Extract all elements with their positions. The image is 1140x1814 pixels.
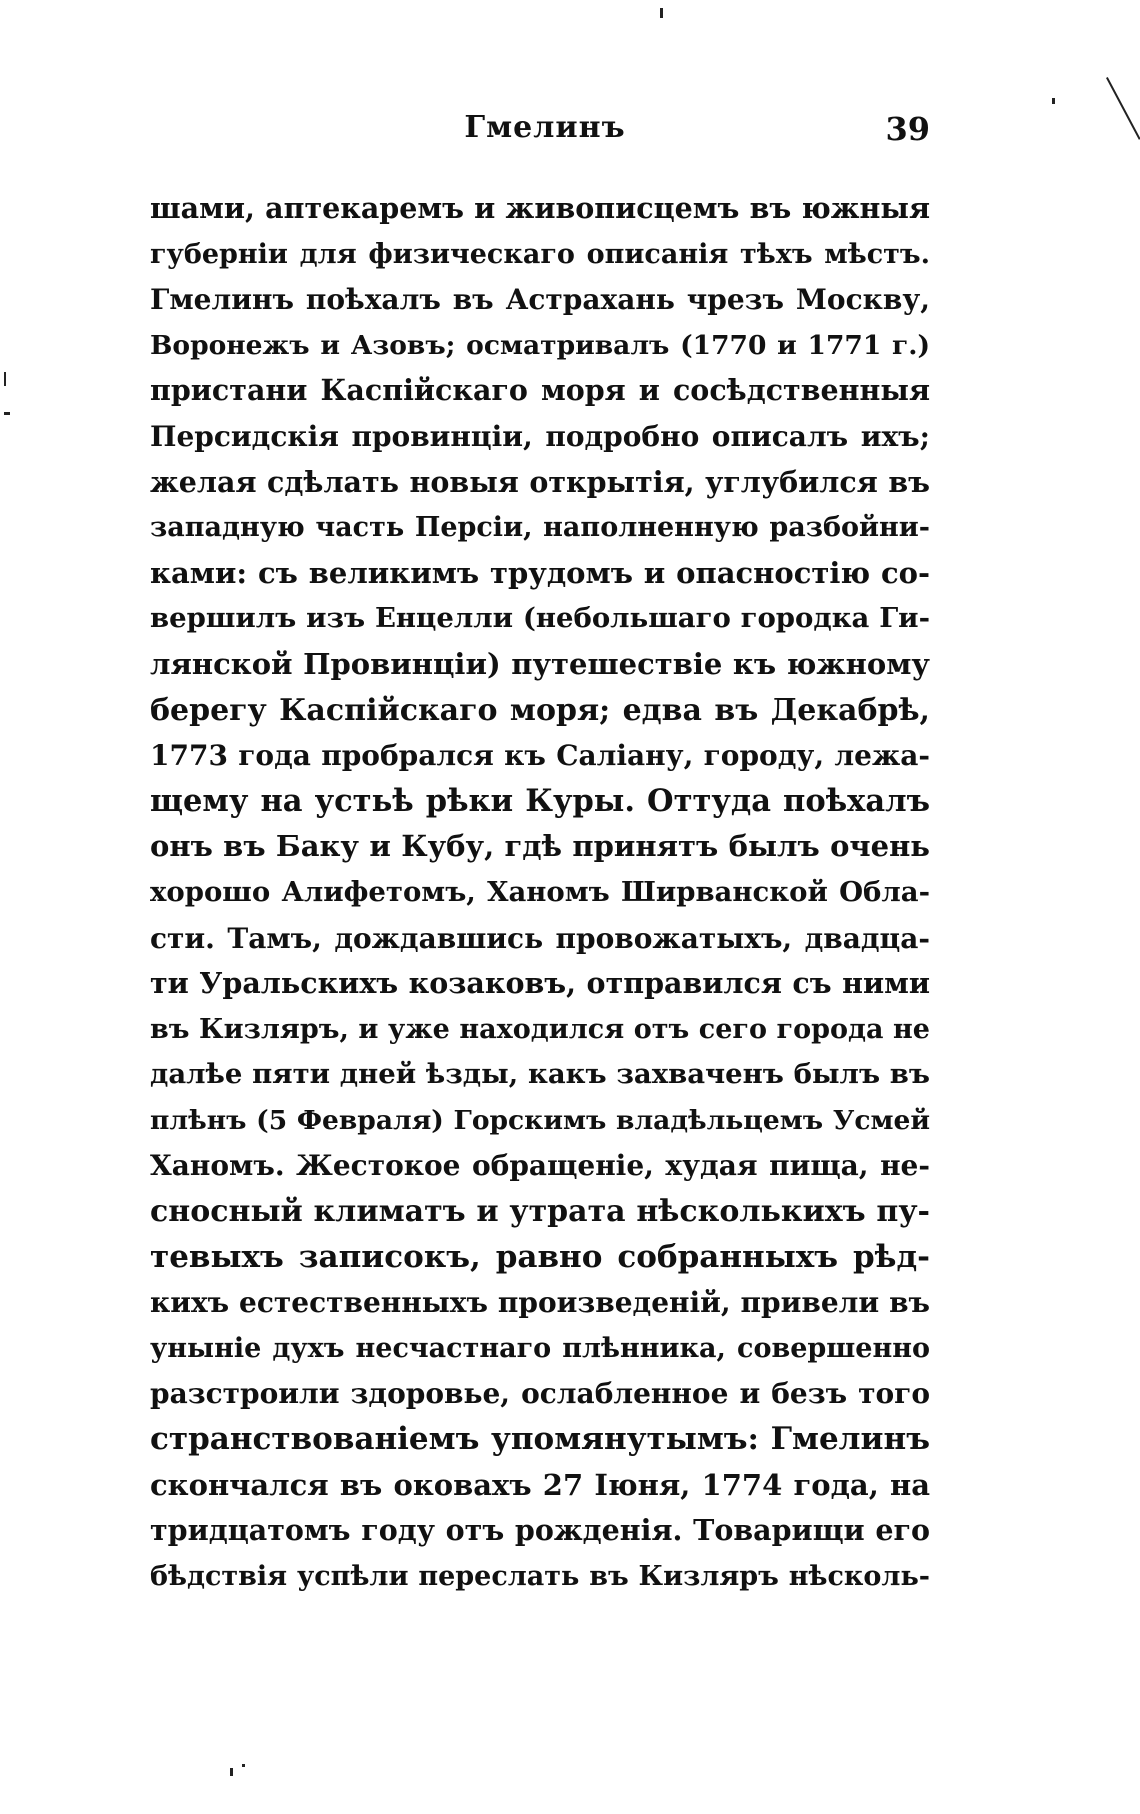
- text-line: вершилъ изъ Енцелли (небольшаго городка Ги-: [150, 602, 930, 635]
- text-line: щему на устьѣ рѣки Куры. Оттуда поѣхалъ: [150, 782, 930, 819]
- text-line: сносный климатъ и утрата нѣсколькихъ пу-: [150, 1194, 930, 1230]
- page-number: 39: [885, 110, 930, 148]
- scan-speck: [230, 1768, 233, 1776]
- body-text: [150, 186, 930, 1599]
- scan-speck: [4, 372, 6, 386]
- scan-speck: [242, 1764, 245, 1767]
- text-line: губерніи для физическаго описанія тѣхъ мѣстъ.: [150, 238, 930, 270]
- text-line: плѣнъ (5 Февраля) Горскимъ владѣльцемъ Усмей: [150, 1104, 930, 1136]
- text-line: уныніе духъ несчастнаго плѣнника, совершенно: [150, 1332, 930, 1364]
- text-line: 1773 года пробрался къ Саліану, городу, лежа-: [150, 739, 930, 773]
- running-title: Гмелинъ: [464, 110, 626, 145]
- text-line: ками: съ великимъ трудомъ и опасностію со-: [150, 555, 930, 590]
- scan-speck: [1052, 98, 1055, 104]
- text-line: Персидскія провинціи, подробно описалъ ихъ;: [150, 419, 930, 453]
- text-line: тридцатомъ году отъ рожденія. Товарищи его: [150, 1513, 930, 1548]
- text-line: сти. Тамъ, дождавшись провожатыхъ, двадца-: [150, 921, 930, 955]
- text-line: лянской Провинціи) путешествіе къ южному: [150, 646, 930, 681]
- text-line: берегу Каспійскаго моря; едва въ Декабрѣ,: [150, 692, 930, 728]
- text-line: странствованіемъ упомянутымъ: Гмелинъ: [150, 1421, 930, 1458]
- text-line: онъ въ Баку и Кубу, гдѣ принятъ былъ очень: [150, 829, 930, 864]
- scan-speck: [660, 8, 663, 18]
- text-line: кихъ естественныхъ произведеній, привели въ: [150, 1286, 930, 1320]
- text-line: скончался въ оковахъ 27 Іюня, 1774 года, на: [150, 1467, 930, 1502]
- scan-speck: [4, 412, 10, 415]
- text-line: Гмелинъ поѣхалъ въ Астрахань чрезъ Москву,: [150, 283, 930, 317]
- text-line: западную часть Персіи, наполненную разбойни-: [150, 512, 930, 544]
- text-line: Воронежъ и Азовъ; осматривалъ (1770 и 1771 г.): [150, 329, 930, 361]
- text-line: въ Кизляръ, и уже находился отъ сего города не: [150, 1013, 930, 1045]
- text-line: Ханомъ. Жестокое обращеніе, худая пища, не-: [150, 1149, 930, 1183]
- text-line: разстроили здоровье, ослабленное и безъ того: [150, 1377, 930, 1411]
- text-line: шами, аптекаремъ и живописцемъ въ южныя: [150, 191, 930, 225]
- scan-speck: [1106, 77, 1140, 140]
- text-line: тевыхъ записокъ, равно собранныхъ рѣд-: [150, 1238, 930, 1275]
- text-line: пристани Каспійскаго моря и сосѣдственныя: [150, 373, 930, 408]
- text-line: ти Уральскихъ козаковъ, отправился съ ними: [150, 966, 930, 1001]
- running-head: [150, 110, 940, 160]
- text-line: желая сдѣлать новыя открытія, углубился въ: [150, 464, 930, 499]
- text-line: бѣдствія успѣли переслать въ Кизляръ нѣсколь-: [150, 1560, 930, 1592]
- text-line: хорошо Алифетомъ, Ханомъ Ширванской Обла-: [150, 875, 930, 908]
- text-line: далѣе пяти дней ѣзды, какъ захваченъ былъ въ: [150, 1058, 930, 1091]
